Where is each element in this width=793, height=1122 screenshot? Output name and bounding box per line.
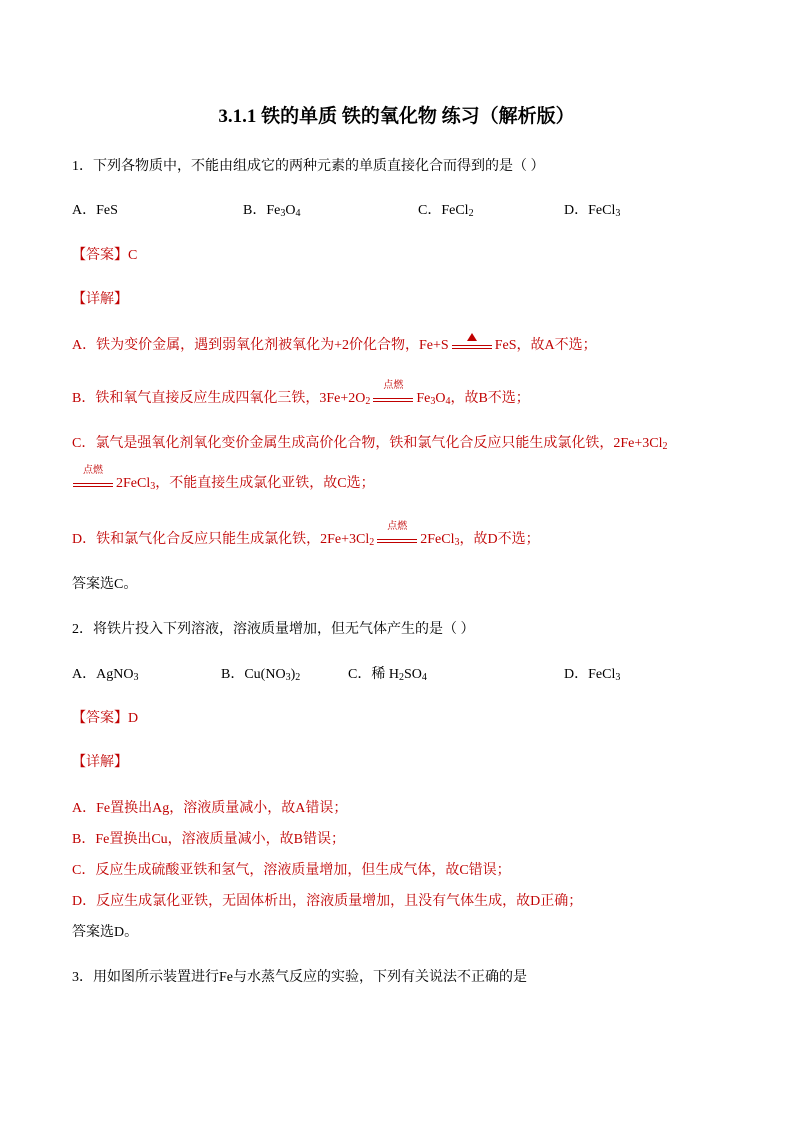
q2-explanation-c: C．反应生成硫酸亚铁和氢气，溶液质量增加，但生成气体，故C错误； <box>72 863 511 878</box>
heat-equals-sign <box>450 336 494 356</box>
q1-option-b: B．$Fe_3O_4$ <box>243 203 301 219</box>
q2-option-c: C．稀 $H_2SO_4$ <box>348 667 427 683</box>
q1-detail-tag: 【详解】 <box>72 292 128 307</box>
q2-detail-tag: 【详解】 <box>72 755 128 770</box>
q1-answer: 【答案】C <box>72 248 138 263</box>
reaction-condition-sign: 点燃 <box>371 389 415 409</box>
q2-explanation-a: A．Fe置换出Ag，溶液质量减小，故A错误； <box>72 801 348 816</box>
q2-option-a: A．AgNO$_3$ <box>72 667 139 683</box>
q1-explanation-d: D．铁和氯气化合反应只能生成氯化铁，$2Fe+3Cl_2$ 点燃 2FeCl$_3$，故D不选； <box>72 521 540 548</box>
q2-answer: 【答案】D <box>72 711 139 726</box>
q1-explanation-c-line2: 点燃 2FeCl$_3$，不能直接生成氯化亚铁，故C选； <box>72 474 375 497</box>
reaction-condition-sign: 点燃 <box>375 530 419 550</box>
q2-option-b: B．$Cu(NO_3)_2$ <box>221 667 301 683</box>
q1-explanation-a: A．铁为变价金属，遇到弱氧化剂被氧化为+2价化合物，Fe+S FeS，故A不选； <box>72 336 597 356</box>
q1-conclusion: 答案选C。 <box>72 577 138 592</box>
q1-explanation-b: B．铁和氧气直接反应生成四氧化三铁，$3Fe+2O_2$ 点燃 $Fe_3O_4$，故B不选； <box>72 380 530 407</box>
q1-option-a: A．FeS <box>72 203 118 218</box>
question-3-stem: 3．用如图所示装置进行Fe与水蒸气反应的实验，下列有关说法不正确的是 <box>72 970 527 985</box>
q2-option-d: D．FeCl$_3$ <box>564 667 621 683</box>
q1-option-c: C．FeCl$_2$ <box>418 203 474 219</box>
q2-explanation-b: B．Fe置换出Cu，溶液质量减小，故B错误； <box>72 832 346 847</box>
question-1-stem: 1．下列各物质中，不能由组成它的两种元素的单质直接化合而得到的是（ ） <box>72 159 545 174</box>
q1-explanation-c-line1: C．氯气是强氧化剂氧化变价金属生成高价化合物，铁和氯气化合反应只能生成氯化铁，$2Fe+3Cl_2$ <box>72 436 668 452</box>
page-title: 3.1.1 铁的单质 铁的氧化物 练习（解析版） <box>218 106 575 127</box>
reaction-condition-sign: 点燃 <box>71 474 115 494</box>
q1-option-d: D．FeCl$_3$ <box>564 203 621 219</box>
q2-conclusion: 答案选D。 <box>72 925 139 940</box>
question-2-stem: 2．将铁片投入下列溶液，溶液质量增加，但无气体产生的是（ ） <box>72 622 475 637</box>
q2-explanation-d: D．反应生成氯化亚铁，无固体析出，溶液质量增加，且没有气体生成，故D正确； <box>72 894 583 909</box>
